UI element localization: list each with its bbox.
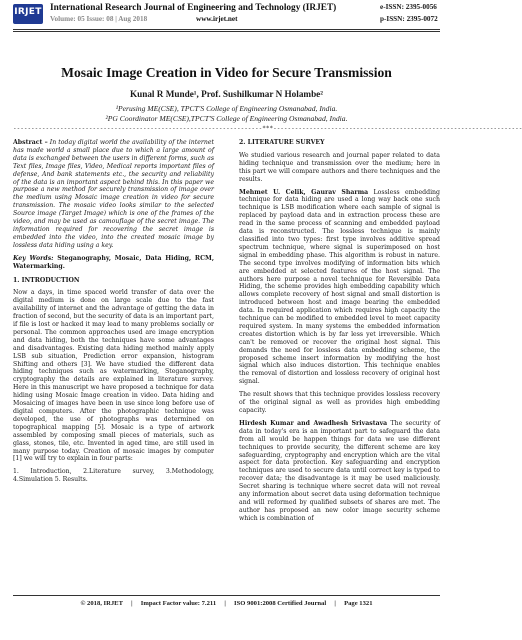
author-name-1: Mehmet U. Celik, Gaurav Sharma [239, 188, 369, 196]
p-issn: p-ISSN: 2395-0072 [380, 15, 438, 23]
keywords-text: Steganography, Mosaic, Data Hiding, RCM, Watermarking. [13, 254, 214, 270]
e-issn: e-ISSN: 2395-0056 [380, 3, 437, 11]
affiliation-2: ²PG Coordinator ME(CSE),TPCT'S College of Engineering Osmanabad, India. [105, 114, 348, 123]
affiliation-1: ¹Perusing ME(CSE), TPCT'S College of Engineering Osmanabad, India. [115, 104, 338, 113]
intro-paragraph-2: 1. Introduction, 2.Literature survey, 3.Methodology, 4.Simulation 5. Results. [13, 468, 214, 484]
journal-header [0, 0, 453, 29]
lit-paragraph-4 [239, 420, 440, 523]
lit-paragraph-1: We studied various research and journal paper related to data hiding technique and transmission over the medium; here in this part we will compare authors and there techniques and the results. [239, 151, 440, 183]
header-rule-secondary [13, 31, 440, 32]
paper-authors: Kunal R Munde¹, Prof. Sushilkumar N Holambe² [129, 89, 324, 99]
abstract-label: Abstract – [13, 139, 48, 146]
keywords [13, 255, 214, 271]
volume-issue: Volume: 05 Issue: 08 | Aug 2018 [50, 15, 148, 23]
lit-heading: 2. LITERATURE SURVEY [239, 139, 325, 146]
abstract [13, 139, 214, 250]
intro-paragraph-1: Now a days, in time spaced world transfer of data over the digital medium is done on large scale due to the fast availability of internet and the advantage of getting the data in fraction of second, but the security of data is an important part, if file is lost or hacked it may lead to many problems socially or personal. The common approaches used are image encryption and data hiding, both the techniques have some advantages and disadvantages. Existing data hiding method mainly apply LSB sub situation, Prediction error expansion, histogram Shifting and others [3]. We have studied the different data hiding techniques such as watermarking, Steganography, cryptography the details are explained in literature survey. Here in this manuscript we have proposed a technique for data hiding using Mosaic Image creation in video. Data hiding and Mosaicing of images have been in use since long before use of digital computers. After the photographic technique was developed, the use of photographs was determined on topographical mapping [5]. Mosaic is a type of artwork assembled by composing small pieces of materials, such as glass, stones, tile, etc. Invented in aged time, are still used in many purpose today. Creation of mosaic images by computer [1] we will try to explain in four parts: [13, 289, 214, 463]
author-name-2: Hirdesh Kumar and Awadhesh Srivastava [239, 419, 388, 427]
header-rule [13, 29, 440, 30]
lit-paragraph-4-text: The security of data in today's era is an important part to safeguard the data from all would be happen things for data we use different techniques to provide security, the different scheme are key safeguarding, cryptography and encryption which are the vital aspect for data protection. Key safeguarding and encryption techniques are used to secure data until correct key is typed to recover data; the disadvantage is it may be used maliciously. Secret sharing is technique where secret data will not reveal any information about secret data using deformation technique and will reformed by qualified subsets of shares are met. The author has proposed an new color image security scheme which is combination of [239, 419, 440, 522]
section-separator: ---------------------------------------------------------------------***--------------------------------------------------------------------- [13, 125, 522, 132]
irjet-logo [13, 4, 43, 24]
right-column [239, 139, 440, 528]
lit-paragraph-3: The result shows that this technique provides lossless recovery of the original signal as well as provides high embedding capacity. [239, 391, 440, 414]
journal-name: International Research Journal of Engineering and Technology (IRJET) [50, 3, 337, 13]
lit-paragraph-2-text: Lossless embedding technique for data hiding are used a long way back one such technique is LSB modification where each sample of signal is replaced by payload data and in extraction process these are read in the same process of scanning and embedded payload data is reconstructed. The lossless technique is mainly classified into two types: first type involves additive spread spectrum technique, where signal is superimposed on host signal in embedding phase. This algorithm is robust in nature. The second type involves modifying of information bits which are embedded at selected features of the host signal. The authors here purpose a novel technique for Reversible Data Hiding, the scheme provides high embedding capability which allows complete recovery of host signal and small distortion is introduced between host and image bearing the embedded data. In required application which requires high capacity the technique can be modified to embedded level to meet capacity required system. In many systems the embedded information creates distortion which is by far less yet irreversible. Which can't be removed or recover the original host signal. This demands the need for lossless data embedding scheme, the proposed scheme insert information by modifying the host signal which also induces distortion. This technique enables the removal of distortion and lossless recovery of original host signal. [239, 188, 440, 386]
page-footer: © 2018, IRJET | Impact Factor value: 7.211 | ISO 9001:2008 Certified Journal | Page 1321 [80, 600, 373, 607]
logo-text: IRJET [14, 7, 42, 17]
footer-rule [13, 595, 440, 596]
left-column [13, 139, 214, 489]
paper-title: Mosaic Image Creation in Video for Secure Transmission [61, 65, 392, 80]
abstract-text: In today digital world the availability of the internet has made world a small place due to which a large amount of data is exchanged between the users in different forms, such as Text files, Image files, Video, Medical reports important files of defense, And bank statements etc., the security and reliability of the data is an important aspect behind this. In this paper we purpose a new method for securely transmission of image over the medium using Mosaic image creation in video for secure transmission. The mosaic video looks similar to the selected Source image (Target Image) which is one of the frames of the video, and may be used as camouflage of the secret image. The information required for recovering the secret image is embedded into the video, into the created mosaic image by lossless data hiding using a key. [13, 139, 214, 249]
journal-url: www.irjet.net [196, 15, 238, 23]
lit-paragraph-2 [239, 189, 440, 387]
keywords-label: Key Words: [13, 254, 54, 262]
intro-heading: 1. INTRODUCTION [13, 276, 80, 284]
